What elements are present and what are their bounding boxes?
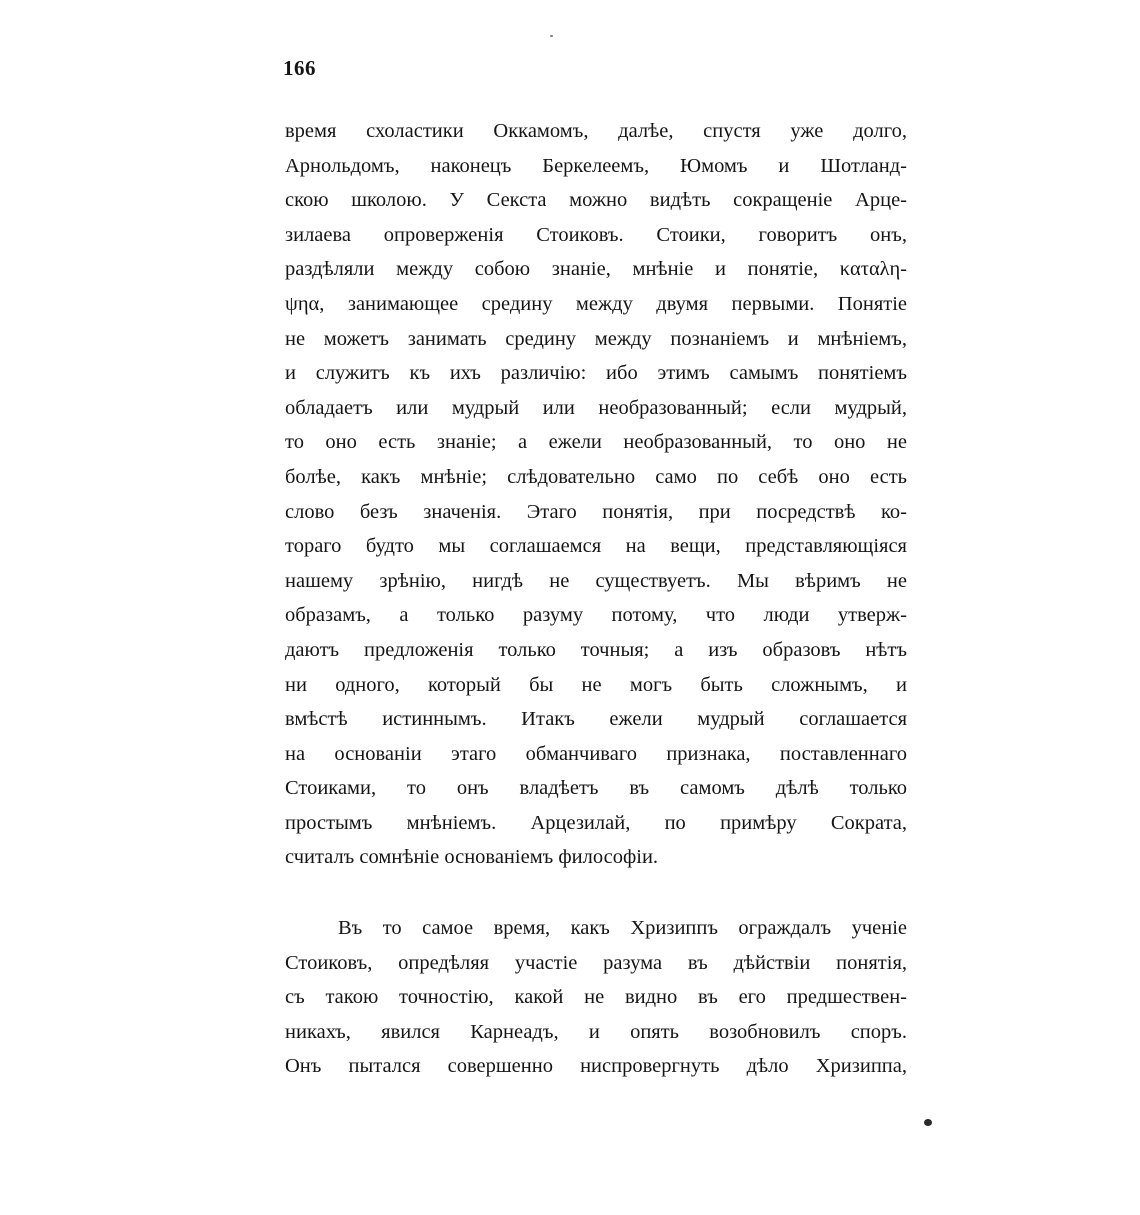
- ink-blot: [924, 1119, 932, 1126]
- text-line: образамъ, а только разуму потому, что люди утверж-: [285, 604, 907, 627]
- text-line: и служитъ къ ихъ различію: ибо этимъ самымъ понятіемъ: [285, 362, 907, 385]
- text-line: съ такою точностію, какой не видно въ его предшествен-: [285, 986, 907, 1009]
- text-line: болѣе, какъ мнѣніе; слѣдовательно само по себѣ оно есть: [285, 465, 907, 488]
- text-line: никахъ, явился Карнеадъ, и опять возобновилъ споръ.: [285, 1020, 907, 1043]
- text-line: тораго будто мы соглашаемся на вещи, представляющіяся: [285, 535, 907, 558]
- text-line: то оно есть знаніе; а ежели необразованный, то оно не: [285, 431, 907, 454]
- text-line: обладаетъ или мудрый или необразованный; если мудрый,: [285, 396, 907, 419]
- text-line: раздѣляли между собою знаніе, мнѣніе и понятіе, καταλη-: [285, 258, 907, 281]
- text-line: считалъ сомнѣніе основаніемъ философіи.: [285, 846, 659, 869]
- text-line: ни одного, который бы не могъ быть сложнымъ, и: [285, 673, 907, 696]
- text-line: Въ то самое время, какъ Хризиппъ ограждалъ ученіе: [338, 917, 907, 939]
- scan-speck: [550, 35, 553, 37]
- text-line: вмѣстѣ истиннымъ. Итакъ ежели мудрый соглашается: [285, 708, 907, 731]
- paragraph-two: [285, 911, 907, 1084]
- text-line: Стоиковъ, опредѣляя участіе разума въ дѣйствіи понятія,: [285, 951, 907, 974]
- text-line: даютъ предложенія только точныя; а изъ образовъ нѣтъ: [285, 638, 907, 661]
- text-line: время схоластики Оккамомъ, далѣе, спустя уже долго,: [285, 120, 907, 142]
- text-line: Стоиками, то онъ владѣетъ въ самомъ дѣлѣ только: [285, 777, 907, 800]
- text-line: не можетъ занимать средину между познаніемъ и мнѣніемъ,: [285, 327, 907, 350]
- text-line: простымъ мнѣніемъ. Арцезилай, по примѣру Сократа,: [285, 811, 907, 834]
- paragraph-one: [285, 114, 907, 875]
- text-line: Онъ пытался совершенно ниспровергнуть дѣло Хризиппа,: [285, 1055, 907, 1078]
- text-line: нашему зрѣнію, нигдѣ не существуетъ. Мы вѣримъ не: [285, 569, 907, 592]
- text-line: Арнольдомъ, наконецъ Беркелеемъ, Юмомъ и Шотланд-: [285, 154, 907, 177]
- text-line: слово безъ значенія. Этаго понятія, при посредствѣ ко-: [285, 500, 907, 523]
- text-line: на основаніи этаго обманчиваго признака, поставленнаго: [285, 742, 907, 765]
- text-line: скою школою. У Секста можно видѣть сокращеніе Арце-: [285, 189, 907, 212]
- page-number: 166: [283, 56, 316, 80]
- text-line: зилаева опроверженія Стоиковъ. Стоики, говоритъ онъ,: [285, 223, 907, 246]
- text-line: ψηα, занимающее средину между двумя первыми. Понятіе: [285, 292, 907, 315]
